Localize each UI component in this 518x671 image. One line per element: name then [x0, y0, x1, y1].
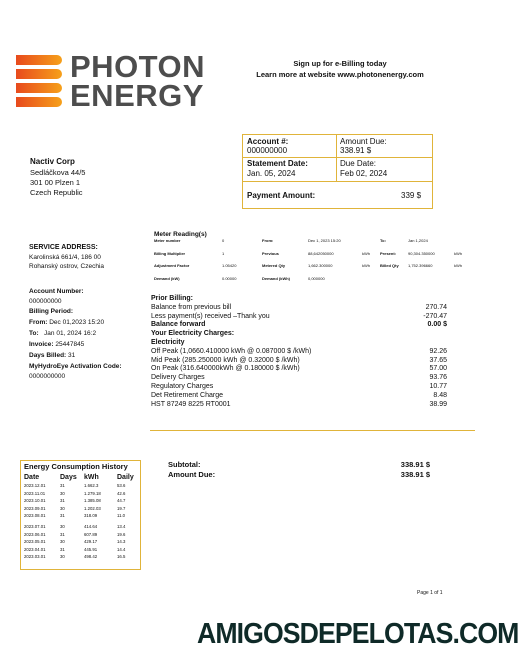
- history-header-kwh: kWh: [84, 474, 99, 481]
- charge-row: [151, 321, 447, 330]
- meter-cell-3-1: 0.00000: [222, 275, 237, 281]
- meter-cell-0-1: 0: [222, 238, 225, 243]
- history-header-days: Days: [60, 474, 77, 481]
- meter-cell-1-7: kWh: [454, 250, 462, 256]
- logo-line2: ENERGY: [70, 78, 204, 113]
- history-cell: 19.6: [117, 531, 126, 537]
- charge-value: 92.26: [429, 347, 447, 355]
- history-cell: 31: [60, 546, 65, 552]
- service-address-line2: Rohanský ostrov, Czechia: [29, 263, 105, 270]
- charge-value: 57.00: [429, 365, 447, 373]
- history-cell: 429.17: [84, 539, 98, 545]
- history-cell: 30: [60, 490, 65, 496]
- to-label: To:: [29, 330, 39, 337]
- charge-label: Regulatory Charges: [151, 382, 214, 390]
- subtotal-value: 338.91 $: [400, 460, 430, 469]
- charge-label: Mid Peak (285.250000 kWh @ 0.32000 $ /kWh): [151, 356, 300, 364]
- meter-cell-2-7: kWh: [454, 263, 462, 268]
- meter-cell-2-3: 1,662.300000: [308, 263, 333, 268]
- history-cell: 30: [60, 505, 65, 511]
- meter-cell-2-1: 1.05420: [222, 263, 237, 268]
- meter-cell-3-2: Demand (kWh): [262, 275, 290, 281]
- invoice-number: 25447845: [55, 341, 85, 348]
- history-cell: 44.7: [117, 498, 126, 504]
- charge-row: [151, 383, 447, 392]
- amount-due-label: Amount Due:: [340, 137, 387, 146]
- billing-period-label: Billing Period:: [29, 308, 74, 315]
- invoice-label: Invoice:: [29, 341, 54, 348]
- history-title: Energy Consumption History: [24, 462, 128, 471]
- total-amount-due-value: 338.91 $: [400, 470, 430, 479]
- history-cell: 31: [60, 531, 65, 537]
- history-cell: 498.42: [84, 554, 98, 560]
- amount-due-value: 338.91 $: [340, 146, 372, 155]
- charge-value: 270.74: [425, 303, 447, 311]
- charge-value: 93.76: [429, 374, 447, 382]
- subtotal-label: Subtotal:: [168, 460, 201, 469]
- meter-cell-3-3: 0,000000: [308, 275, 325, 281]
- history-cell: 42.6: [117, 490, 126, 496]
- history-cell: 13.4: [117, 523, 126, 529]
- charge-row: [151, 392, 447, 401]
- history-cell: 53.6: [117, 483, 126, 488]
- billing-info: [29, 287, 154, 382]
- charge-value: 38.99: [429, 400, 447, 408]
- meter-cell-0-6: Jan 1,2024: [408, 238, 428, 243]
- charge-row: [151, 339, 447, 348]
- account-number-2: 000000000: [29, 298, 62, 305]
- statement-date: Jan. 05, 2024: [247, 169, 296, 178]
- history-cell: 2023.03.01: [24, 554, 46, 560]
- history-cell: 1.385.08: [84, 498, 101, 504]
- history-cell: 30: [60, 523, 65, 529]
- history-cell: 16.5: [117, 554, 126, 560]
- meter-cell-0-2: From:: [262, 238, 274, 243]
- total-amount-due-label: Amount Due:: [168, 470, 216, 479]
- history-cell: 31: [60, 498, 65, 504]
- meter-cell-0-0: Meter number: [154, 238, 181, 243]
- service-address: [29, 242, 104, 271]
- ebilling-promo: [240, 58, 440, 80]
- charge-row: [151, 304, 447, 313]
- to-date: Jan 01, 2024 16:2: [44, 330, 97, 337]
- due-date: Feb 02, 2024: [340, 169, 388, 178]
- logo-mark: [16, 55, 62, 110]
- history-cell: 2023.06.01: [24, 531, 46, 537]
- history-row: [21, 546, 140, 554]
- customer-address: [30, 156, 85, 198]
- charge-row: [151, 365, 447, 374]
- history-cell: 2023.05.01: [24, 539, 46, 545]
- logo-wordmark: [70, 49, 206, 113]
- charge-value: 8.48: [433, 391, 447, 399]
- history-row: [21, 505, 140, 513]
- customer-name: Nactiv Corp: [30, 157, 75, 166]
- charge-row: [151, 374, 447, 383]
- history-row: [21, 531, 140, 539]
- history-row: [21, 490, 140, 498]
- from-label: From:: [29, 319, 48, 326]
- charge-label: Electricity: [151, 338, 185, 346]
- charge-row: [151, 348, 447, 357]
- meter-cell-0-3: Dec 1, 2023 15:20: [308, 238, 341, 243]
- totals: [168, 460, 430, 480]
- activation-label: MyHydroEye Activation Code:: [29, 363, 122, 370]
- meter-cell-1-5: Present:: [380, 250, 397, 256]
- history-cell: 31: [60, 513, 65, 519]
- history-cell: 414.64: [84, 523, 98, 529]
- from-date: Dec 01,2023 15:20: [49, 319, 105, 326]
- meter-title: Meter Reading(s): [154, 231, 207, 238]
- days-billed-label: Days Billed:: [29, 352, 67, 359]
- charge-row: [151, 357, 447, 366]
- meter-cell-0-5: To:: [380, 238, 386, 243]
- charge-row: [151, 401, 447, 410]
- statement-date-label: Statement Date:: [247, 159, 308, 168]
- charge-label: Det Retirement Charge: [151, 391, 223, 399]
- meter-cell-1-6: 90,304.350000: [408, 250, 435, 256]
- history-cell: 318.09: [84, 513, 98, 519]
- history-rows: [21, 482, 140, 561]
- logo-line1: PHOTON: [70, 49, 206, 84]
- charge-label: Off Peak (1,0660.410000 kWh @ 0.087000 $ /kWh): [151, 347, 312, 355]
- service-address-line1: Karolinská 661/4, 186 00: [29, 254, 101, 261]
- meter-cell-1-1: 1: [222, 250, 225, 256]
- charges-list: [151, 295, 447, 409]
- charge-label: Balance from previous bill: [151, 303, 232, 311]
- charge-value: 10.77: [429, 382, 447, 390]
- customer-address-line2: 301 00 Plzen 1: [30, 178, 81, 187]
- charge-label: On Peak (316.640000kWh @ 0.180000 $ /kWh): [151, 365, 300, 373]
- history-cell: 445.91: [84, 546, 98, 552]
- meter-cell-3-0: Demand (kW): [154, 275, 180, 281]
- history-row: [21, 512, 140, 520]
- account-number-label: Account #:: [247, 137, 289, 146]
- history-cell: 19.7: [117, 505, 126, 511]
- charge-label: Less payment(s) received –Thank you: [151, 312, 270, 320]
- activation-code: 0000000000: [29, 373, 66, 380]
- charge-row: [151, 295, 447, 304]
- days-billed: 31: [68, 352, 76, 359]
- payment-amount-label: Payment Amount:: [247, 191, 316, 200]
- history-row: [21, 538, 140, 546]
- meter-cell-1-2: Previous: [262, 250, 279, 256]
- customer-country: Czech Republic: [30, 188, 83, 197]
- history-header-date: Date: [24, 474, 40, 481]
- due-date-label: Due Date:: [340, 159, 377, 168]
- site-watermark: AMIGOSDEPELOTAS.COM: [197, 618, 518, 650]
- charge-label: Your Electricity Charges:: [151, 330, 235, 338]
- service-address-label: SERVICE ADDRESS:: [29, 244, 98, 251]
- history-cell: 14.3: [117, 539, 126, 545]
- meter-cell-2-4: kWh: [362, 263, 370, 268]
- meter-cell-1-0: Billing Multiplier: [154, 250, 186, 256]
- meter-cell-1-4: kWh: [362, 250, 370, 256]
- charge-value: 37.65: [429, 356, 447, 364]
- customer-address-line1: Sedláčkova 44/5: [30, 168, 86, 177]
- history-cell: 2023.09.01: [24, 505, 46, 511]
- charge-value: -270.47: [423, 312, 447, 320]
- history-header-daily: Daily: [117, 474, 134, 481]
- consumption-history: [20, 460, 141, 570]
- history-row: [21, 553, 140, 561]
- history-cell: 2023.07.01: [24, 523, 46, 529]
- meter-cell-2-6: 1,752.396660: [408, 263, 433, 268]
- account-number-label-2: Account Number:: [29, 288, 84, 295]
- payment-amount: 339 $: [401, 191, 422, 200]
- meter-cell-2-2: Metered Qty: [262, 263, 286, 268]
- account-number: 000000000: [247, 146, 288, 155]
- history-cell: 14.4: [117, 546, 126, 552]
- history-row: [21, 497, 140, 505]
- history-cell: 2023.10.01: [24, 498, 46, 504]
- history-cell: 1.202.03: [84, 505, 101, 511]
- history-cell: 2023.04.01: [24, 546, 46, 552]
- signup-line2: Learn more at website www.photonenergy.com: [256, 70, 424, 79]
- page-number: Page 1 of 1: [417, 590, 443, 596]
- history-cell: 1.662.3: [84, 483, 99, 488]
- history-cell: 30: [60, 554, 65, 560]
- history-header-row: [21, 473, 140, 482]
- charge-label: Prior Billing:: [151, 295, 193, 302]
- charge-value: 0.00 $: [427, 321, 447, 329]
- history-cell: 607.89: [84, 531, 98, 537]
- history-row: [21, 482, 140, 490]
- charges-divider: [150, 430, 475, 431]
- history-row: [21, 523, 140, 531]
- meter-cell-2-5: Billed Qty: [380, 263, 399, 268]
- history-cell: 31: [60, 483, 65, 488]
- history-cell: 2023.11.01: [24, 490, 46, 496]
- charge-row: [151, 313, 447, 322]
- charge-label: Balance forward: [151, 321, 206, 329]
- meter-cell-1-3: 88,642050000: [308, 250, 334, 256]
- history-cell: 11.0: [117, 513, 126, 519]
- meter-cell-2-0: Adjustment Factor: [154, 263, 190, 268]
- signup-line1: Sign up for e-Billing today: [293, 59, 387, 68]
- history-cell: 30: [60, 539, 65, 545]
- charge-label: Delivery Charges: [151, 374, 205, 382]
- account-summary-box: [242, 134, 433, 209]
- history-cell: 2023.12.01: [24, 483, 46, 488]
- charge-label: HST 87249 8225 RT0001: [151, 400, 231, 408]
- history-cell: 2023.08.01: [24, 513, 46, 519]
- charge-row: [151, 330, 447, 339]
- history-cell: 1.279.18: [84, 490, 101, 496]
- meter-readings-grid: [154, 238, 474, 288]
